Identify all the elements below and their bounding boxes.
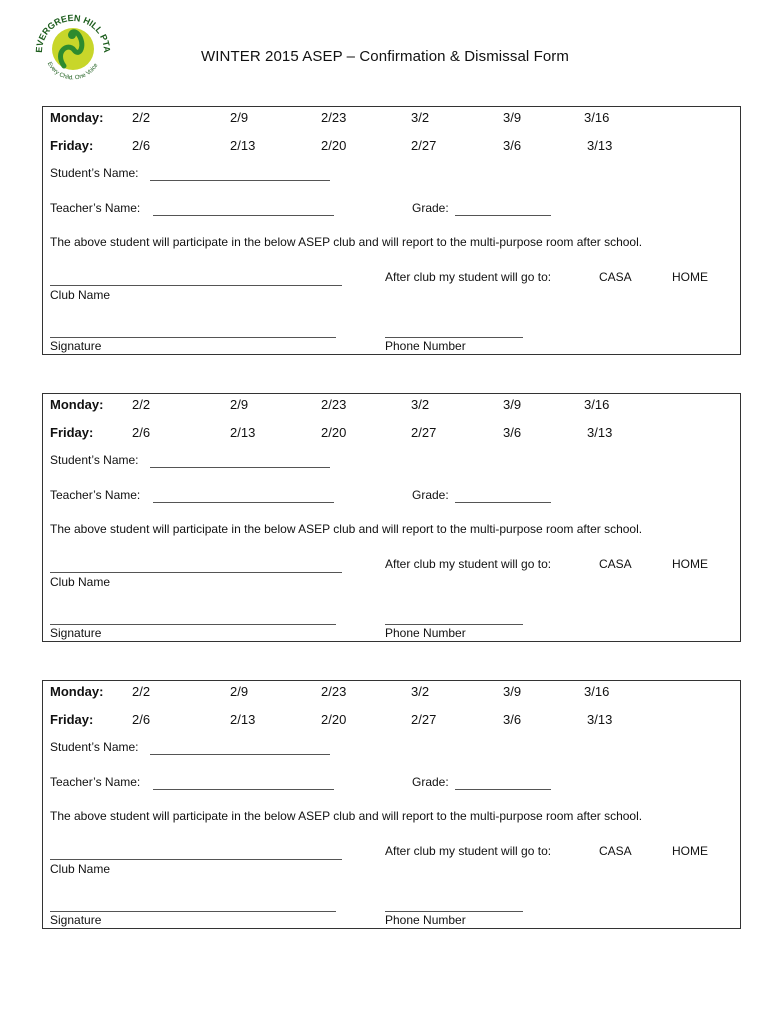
- student-name-field[interactable]: [150, 467, 330, 468]
- after-club-label: After club my student will go to:: [385, 844, 552, 858]
- signature-field[interactable]: [50, 624, 336, 625]
- grade-field[interactable]: [455, 502, 551, 503]
- friday-date: 2/6: [132, 712, 151, 727]
- home-option[interactable]: HOME: [672, 557, 708, 571]
- grade-label: Grade:: [412, 201, 449, 215]
- friday-date: 2/27: [411, 425, 437, 440]
- friday-date: 3/13: [587, 712, 613, 727]
- phone-number-field[interactable]: [385, 337, 523, 338]
- student-name-label: Student’s Name:: [50, 740, 139, 754]
- casa-option[interactable]: CASA: [599, 844, 632, 858]
- friday-date: 2/20: [321, 138, 347, 153]
- teacher-name-field[interactable]: [153, 502, 334, 503]
- friday-date: 3/6: [503, 138, 522, 153]
- student-name-field[interactable]: [150, 180, 330, 181]
- friday-date: 2/20: [321, 712, 347, 727]
- home-option[interactable]: HOME: [672, 844, 708, 858]
- casa-option[interactable]: CASA: [599, 557, 632, 571]
- monday-label: Monday:: [50, 684, 104, 699]
- monday-date: 3/9: [503, 397, 522, 412]
- monday-date: 2/2: [132, 110, 151, 125]
- student-name-field[interactable]: [150, 754, 330, 755]
- club-name-field[interactable]: [50, 285, 342, 286]
- phone-number-field[interactable]: [385, 911, 523, 912]
- monday-label: Monday:: [50, 397, 104, 412]
- participation-statement: The above student will participate in the below ASEP club and will report to the multi-purpose room after school.: [50, 235, 643, 249]
- club-name-label: Club Name: [50, 288, 111, 302]
- signature-field[interactable]: [50, 337, 336, 338]
- casa-option[interactable]: CASA: [599, 270, 632, 284]
- form-block: [42, 106, 741, 355]
- teacher-name-label: Teacher’s Name:: [50, 775, 141, 789]
- signature-label: Signature: [50, 626, 102, 640]
- friday-date: 3/13: [587, 425, 613, 440]
- friday-date: 2/20: [321, 425, 347, 440]
- monday-date: 3/2: [411, 397, 430, 412]
- phone-number-label: Phone Number: [385, 626, 466, 640]
- signature-field[interactable]: [50, 911, 336, 912]
- monday-date: 2/9: [230, 684, 249, 699]
- friday-date: 3/13: [587, 138, 613, 153]
- grade-label: Grade:: [412, 775, 449, 789]
- friday-label: Friday:: [50, 712, 94, 727]
- monday-date: 3/16: [584, 397, 610, 412]
- grade-field[interactable]: [455, 215, 551, 216]
- monday-label: Monday:: [50, 110, 104, 125]
- friday-date: 2/13: [230, 138, 256, 153]
- monday-date: 2/9: [230, 397, 249, 412]
- signature-label: Signature: [50, 913, 102, 927]
- form-block: [42, 393, 741, 642]
- monday-date: 2/23: [321, 397, 347, 412]
- teacher-name-field[interactable]: [153, 215, 334, 216]
- monday-date: 3/16: [584, 684, 610, 699]
- club-name-field[interactable]: [50, 859, 342, 860]
- friday-date: 2/6: [132, 425, 151, 440]
- teacher-name-field[interactable]: [153, 789, 334, 790]
- friday-date: 2/13: [230, 712, 256, 727]
- form-block: [42, 680, 741, 929]
- friday-date: 2/6: [132, 138, 151, 153]
- monday-date: 3/9: [503, 110, 522, 125]
- page-title: WINTER 2015 ASEP – Confirmation & Dismissal Form: [201, 48, 569, 65]
- phone-number-label: Phone Number: [385, 339, 466, 353]
- phone-number-field[interactable]: [385, 624, 523, 625]
- monday-date: 3/2: [411, 684, 430, 699]
- monday-date: 2/9: [230, 110, 249, 125]
- monday-date: 3/16: [584, 110, 610, 125]
- monday-date: 3/2: [411, 110, 430, 125]
- phone-number-label: Phone Number: [385, 913, 466, 927]
- participation-statement: The above student will participate in the below ASEP club and will report to the multi-purpose room after school.: [50, 809, 643, 823]
- grade-field[interactable]: [455, 789, 551, 790]
- monday-date: 2/23: [321, 684, 347, 699]
- friday-label: Friday:: [50, 138, 94, 153]
- friday-label: Friday:: [50, 425, 94, 440]
- logo-text: EVERGREEN HILL PTA: [34, 12, 112, 53]
- grade-label: Grade:: [412, 488, 449, 502]
- student-name-label: Student’s Name:: [50, 166, 139, 180]
- monday-date: 3/9: [503, 684, 522, 699]
- club-name-field[interactable]: [50, 572, 342, 573]
- participation-statement: The above student will participate in the below ASEP club and will report to the multi-purpose room after school.: [50, 522, 643, 536]
- monday-date: 2/23: [321, 110, 347, 125]
- friday-date: 3/6: [503, 425, 522, 440]
- club-name-label: Club Name: [50, 575, 111, 589]
- friday-date: 2/13: [230, 425, 256, 440]
- after-club-label: After club my student will go to:: [385, 270, 552, 284]
- student-name-label: Student’s Name:: [50, 453, 139, 467]
- after-club-label: After club my student will go to:: [385, 557, 552, 571]
- teacher-name-label: Teacher’s Name:: [50, 201, 141, 215]
- signature-label: Signature: [50, 339, 102, 353]
- club-name-label: Club Name: [50, 862, 111, 876]
- logo-tagline: Every Child. One Voice: [45, 61, 100, 82]
- home-option[interactable]: HOME: [672, 270, 708, 284]
- teacher-name-label: Teacher’s Name:: [50, 488, 141, 502]
- friday-date: 2/27: [411, 712, 437, 727]
- monday-date: 2/2: [132, 397, 151, 412]
- friday-date: 3/6: [503, 712, 522, 727]
- monday-date: 2/2: [132, 684, 151, 699]
- friday-date: 2/27: [411, 138, 437, 153]
